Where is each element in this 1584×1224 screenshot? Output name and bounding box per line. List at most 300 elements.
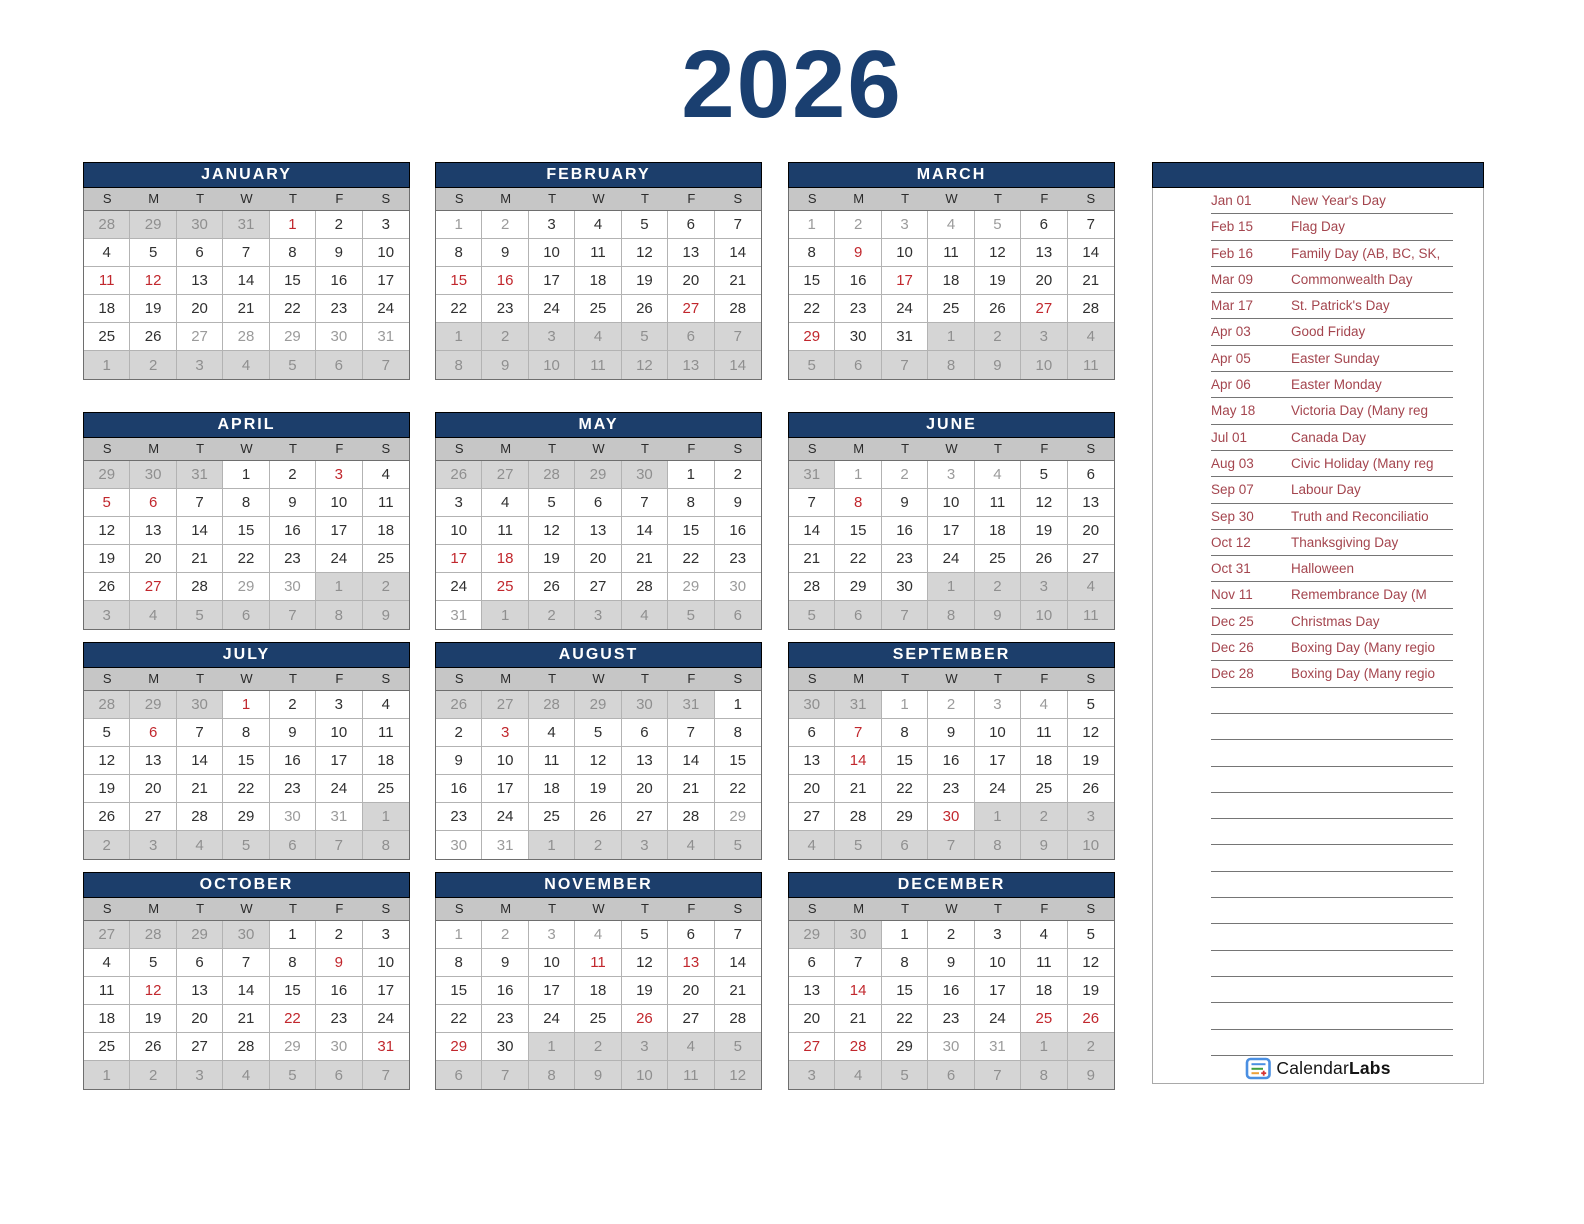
day-cell: 4 [177,831,223,859]
day-cell: 21 [177,545,223,573]
day-cell: 7 [835,949,881,977]
day-cell: 12 [529,517,575,545]
day-cell: 6 [1068,461,1114,489]
day-cell: 7 [835,719,881,747]
month-july [83,642,410,860]
day-cell: 31 [363,1033,409,1061]
weekday-label: W [592,441,605,456]
day-cell: 22 [882,775,928,803]
day-cell: 2 [482,211,528,239]
day-cell: 25 [482,573,528,601]
day-cell: 18 [575,977,621,1005]
weekday-row [788,438,1115,461]
day-cell: 9 [363,601,409,629]
day-cell: 14 [1068,239,1114,267]
weekday-row [435,898,762,921]
day-cell: 29 [270,1033,316,1061]
day-cell: 20 [1021,267,1067,295]
day-cell: 4 [1021,691,1067,719]
day-cell: 14 [177,747,223,775]
day-cell: 18 [529,775,575,803]
month-title: SEPTEMBER [788,642,1115,668]
day-cell: 8 [363,831,409,859]
day-cell: 1 [84,1061,130,1089]
day-cell: 8 [715,719,761,747]
day-cell: 27 [177,1033,223,1061]
day-cell: 8 [789,239,835,267]
day-cell: 2 [84,831,130,859]
weekday-label: T [640,671,649,686]
day-cell: 21 [1068,267,1114,295]
day-cell: 3 [975,691,1021,719]
day-cell: 5 [622,211,668,239]
day-cell: 3 [529,211,575,239]
weekday-label: T [993,191,1002,206]
day-cell: 19 [130,295,176,323]
day-cell: 10 [529,351,575,379]
day-cell: 9 [482,949,528,977]
day-cell: 11 [575,239,621,267]
weekday-label: F [335,671,344,686]
day-cell: 9 [928,949,974,977]
day-cell: 23 [482,1005,528,1033]
weekday-label: S [807,441,817,456]
day-cell: 9 [316,239,362,267]
day-cell: 7 [177,489,223,517]
day-cell: 29 [789,921,835,949]
day-cell: 22 [223,775,269,803]
day-cell: 4 [529,719,575,747]
day-cell: 2 [575,1033,621,1061]
weekday-label: T [901,671,910,686]
day-cell: 24 [975,1005,1021,1033]
day-cell: 6 [316,351,362,379]
day-cell: 30 [223,921,269,949]
weekday-label: M [148,901,160,916]
day-cell: 1 [529,1033,575,1061]
day-cell: 3 [1021,323,1067,351]
day-cell: 5 [270,351,316,379]
day-cell: 17 [436,545,482,573]
day-cell: 9 [482,239,528,267]
day-cell: 18 [363,517,409,545]
day-cell: 4 [1021,921,1067,949]
day-cell: 11 [668,1061,714,1089]
day-cell: 3 [363,211,409,239]
holiday-row [1153,267,1483,293]
day-cell: 26 [529,573,575,601]
day-cell: 29 [177,921,223,949]
day-cell: 14 [223,977,269,1005]
weekday-label: T [901,441,910,456]
day-cell: 16 [482,977,528,1005]
day-cell: 8 [270,239,316,267]
day-cell: 7 [882,601,928,629]
holiday-panel [1152,162,1484,1084]
day-cell: 8 [436,351,482,379]
day-cell: 19 [84,775,130,803]
day-cell: 21 [622,545,668,573]
day-cell: 18 [928,267,974,295]
day-cell: 5 [975,211,1021,239]
day-cell: 11 [84,267,130,295]
day-cell: 24 [363,1005,409,1033]
day-cell: 29 [789,323,835,351]
day-cell: 20 [789,1005,835,1033]
day-cell: 3 [84,601,130,629]
day-cell: 3 [482,719,528,747]
weekday-label: T [993,441,1002,456]
month-title: FEBRUARY [435,162,762,188]
weekday-label: T [196,191,205,206]
day-cell: 18 [1021,977,1067,1005]
holiday-empty-row [1153,767,1483,793]
day-cell: 24 [436,573,482,601]
day-cell: 9 [835,239,881,267]
day-cell: 30 [622,461,668,489]
weekday-label: F [687,441,696,456]
day-cell: 9 [975,351,1021,379]
holiday-date: Oct 12 [1211,534,1251,550]
weekday-row [788,898,1115,921]
day-cell: 17 [316,747,362,775]
month-day-grid [83,691,410,860]
calendarlabs-logo-icon [1245,1057,1272,1080]
day-cell: 29 [882,1033,928,1061]
day-cell: 31 [668,691,714,719]
holiday-empty-row [1153,898,1483,924]
day-cell: 23 [436,803,482,831]
weekday-label: S [807,901,817,916]
day-cell: 10 [363,949,409,977]
day-cell: 27 [575,573,621,601]
holiday-empty-row [1153,951,1483,977]
day-cell: 7 [715,323,761,351]
day-cell: 23 [270,775,316,803]
month-title: JANUARY [83,162,410,188]
holiday-date: Oct 31 [1211,561,1251,577]
day-cell: 26 [622,1005,668,1033]
day-cell: 25 [975,545,1021,573]
day-cell: 7 [668,719,714,747]
day-cell: 29 [223,573,269,601]
month-day-grid [435,461,762,630]
day-cell: 4 [1068,323,1114,351]
holiday-date: Apr 03 [1211,324,1251,340]
day-cell: 30 [130,461,176,489]
day-cell: 12 [622,239,668,267]
holiday-row-rule [1211,1055,1453,1056]
day-cell: 26 [130,1033,176,1061]
day-cell: 12 [1068,719,1114,747]
day-cell: 10 [928,489,974,517]
day-cell: 28 [177,803,223,831]
day-cell: 19 [622,267,668,295]
day-cell: 28 [835,1033,881,1061]
day-cell: 27 [1068,545,1114,573]
day-cell: 11 [1068,351,1114,379]
day-cell: 2 [482,323,528,351]
day-cell: 26 [84,573,130,601]
day-cell: 3 [1021,573,1067,601]
day-cell: 3 [177,351,223,379]
day-cell: 16 [316,267,362,295]
holiday-row [1153,346,1483,372]
holiday-empty-row [1153,819,1483,845]
day-cell: 30 [316,323,362,351]
day-cell: 12 [1021,489,1067,517]
day-cell: 2 [975,323,1021,351]
day-cell: 17 [529,267,575,295]
day-cell: 1 [436,323,482,351]
holiday-name: Boxing Day (Many regio [1291,666,1436,682]
holiday-name: Truth and Reconciliatio [1291,508,1429,524]
month-title: JUNE [788,412,1115,438]
weekday-label: T [548,671,557,686]
weekday-label: S [733,901,743,916]
day-cell: 19 [84,545,130,573]
day-cell: 15 [436,977,482,1005]
weekday-label: T [548,441,557,456]
day-cell: 24 [363,295,409,323]
day-cell: 8 [668,489,714,517]
day-cell: 2 [130,351,176,379]
day-cell: 19 [1068,747,1114,775]
day-cell: 26 [575,803,621,831]
day-cell: 1 [715,691,761,719]
day-cell: 30 [622,691,668,719]
weekday-label: W [945,901,958,916]
weekday-label: F [687,671,696,686]
day-cell: 30 [270,573,316,601]
day-cell: 8 [835,489,881,517]
weekday-label: T [993,671,1002,686]
day-cell: 10 [316,489,362,517]
day-cell: 28 [177,573,223,601]
weekday-label: F [687,901,696,916]
day-cell: 8 [223,489,269,517]
year-title: 2026 [681,31,903,138]
day-cell: 2 [882,461,928,489]
day-cell: 23 [882,545,928,573]
weekday-label: S [807,671,817,686]
day-cell: 13 [1068,489,1114,517]
holiday-empty-row [1153,793,1483,819]
holiday-row [1153,661,1483,687]
day-cell: 1 [789,211,835,239]
day-cell: 10 [1068,831,1114,859]
day-cell: 13 [789,977,835,1005]
day-cell: 27 [1021,295,1067,323]
weekday-label: F [1040,441,1049,456]
day-cell: 3 [575,601,621,629]
weekday-row [83,188,410,211]
weekday-label: T [901,901,910,916]
weekday-label: S [1086,441,1096,456]
day-cell: 14 [668,747,714,775]
holiday-name: Family Day (AB, BC, SK, [1291,245,1441,261]
day-cell: 22 [270,1005,316,1033]
day-cell: 7 [363,351,409,379]
day-cell: 11 [482,517,528,545]
day-cell: 16 [715,517,761,545]
day-cell: 8 [436,239,482,267]
holiday-row [1153,214,1483,240]
day-cell: 6 [130,719,176,747]
day-cell: 1 [84,351,130,379]
day-cell: 4 [928,211,974,239]
day-cell: 15 [835,517,881,545]
day-cell: 7 [789,489,835,517]
weekday-row [435,668,762,691]
holiday-row [1153,556,1483,582]
day-cell: 2 [436,719,482,747]
weekday-label: M [500,671,512,686]
day-cell: 2 [928,921,974,949]
weekday-label: S [454,671,464,686]
holiday-date: Mar 17 [1211,298,1254,314]
day-cell: 31 [789,461,835,489]
day-cell: 22 [835,545,881,573]
holiday-date: Feb 16 [1211,245,1254,261]
day-cell: 9 [1068,1061,1114,1089]
weekday-label: T [993,901,1002,916]
day-cell: 7 [928,831,974,859]
weekday-label: T [640,441,649,456]
holiday-name: Canada Day [1291,429,1367,445]
day-cell: 20 [668,977,714,1005]
weekday-label: S [381,191,391,206]
holiday-row [1153,372,1483,398]
day-cell: 6 [575,489,621,517]
day-cell: 6 [177,239,223,267]
day-cell: 17 [975,747,1021,775]
day-cell: 1 [316,573,362,601]
day-cell: 8 [1021,1061,1067,1089]
holiday-name: Halloween [1291,561,1355,577]
weekday-label: S [807,191,817,206]
day-cell: 18 [575,267,621,295]
holiday-date: Mar 09 [1211,271,1254,287]
month-day-grid [83,921,410,1090]
holiday-row [1153,293,1483,319]
day-cell: 4 [975,461,1021,489]
day-cell: 18 [84,295,130,323]
day-cell: 3 [529,323,575,351]
day-cell: 28 [715,295,761,323]
day-cell: 5 [715,831,761,859]
day-cell: 7 [715,921,761,949]
month-april [83,412,410,630]
day-cell: 7 [177,719,223,747]
calendarlabs-logo [1153,1057,1483,1080]
holiday-empty-row [1153,977,1483,1003]
day-cell: 31 [975,1033,1021,1061]
day-cell: 5 [130,239,176,267]
day-cell: 29 [575,691,621,719]
day-cell: 25 [1021,1005,1067,1033]
holiday-row [1153,319,1483,345]
day-cell: 21 [223,295,269,323]
day-cell: 13 [668,239,714,267]
day-cell: 2 [835,211,881,239]
day-cell: 5 [789,601,835,629]
holiday-date: Dec 25 [1211,613,1254,629]
day-cell: 31 [482,831,528,859]
weekday-label: F [1040,671,1049,686]
holiday-empty-row [1153,714,1483,740]
day-cell: 9 [575,1061,621,1089]
day-cell: 13 [177,977,223,1005]
holiday-name: Labour Day [1291,482,1361,498]
day-cell: 10 [482,747,528,775]
holiday-name: Easter Sunday [1291,350,1380,366]
day-cell: 1 [363,803,409,831]
weekday-label: S [1086,901,1096,916]
weekday-label: T [548,191,557,206]
holiday-date: Feb 15 [1211,219,1254,235]
month-title: MAY [435,412,762,438]
month-day-grid [788,461,1115,630]
day-cell: 5 [1068,691,1114,719]
day-cell: 1 [223,461,269,489]
day-cell: 16 [316,977,362,1005]
day-cell: 5 [835,831,881,859]
holiday-row [1153,582,1483,608]
day-cell: 13 [789,747,835,775]
day-cell: 20 [177,1005,223,1033]
day-cell: 2 [575,831,621,859]
day-cell: 26 [622,295,668,323]
day-cell: 4 [575,211,621,239]
day-cell: 29 [130,211,176,239]
holiday-date: Sep 07 [1211,482,1254,498]
weekday-label: S [733,441,743,456]
day-cell: 30 [835,921,881,949]
holiday-date: Dec 26 [1211,640,1254,656]
day-cell: 1 [436,921,482,949]
day-cell: 29 [882,803,928,831]
day-cell: 22 [223,545,269,573]
weekday-label: M [853,671,865,686]
day-cell: 10 [529,949,575,977]
day-cell: 13 [668,351,714,379]
day-cell: 14 [177,517,223,545]
day-cell: 24 [882,295,928,323]
weekday-label: T [640,191,649,206]
day-cell: 6 [1021,211,1067,239]
day-cell: 26 [130,323,176,351]
holiday-panel-header-bar [1152,162,1484,188]
weekday-label: S [1086,191,1096,206]
day-cell: 27 [84,921,130,949]
day-cell: 8 [882,949,928,977]
day-cell: 1 [835,461,881,489]
day-cell: 14 [715,949,761,977]
day-cell: 4 [622,601,668,629]
day-cell: 5 [882,1061,928,1089]
day-cell: 1 [270,921,316,949]
day-cell: 7 [882,351,928,379]
day-cell: 25 [84,1033,130,1061]
month-title: NOVEMBER [435,872,762,898]
day-cell: 1 [882,691,928,719]
day-cell: 29 [575,461,621,489]
day-cell: 9 [1021,831,1067,859]
day-cell: 7 [622,489,668,517]
holiday-date: Aug 03 [1211,455,1254,471]
day-cell: 9 [882,489,928,517]
